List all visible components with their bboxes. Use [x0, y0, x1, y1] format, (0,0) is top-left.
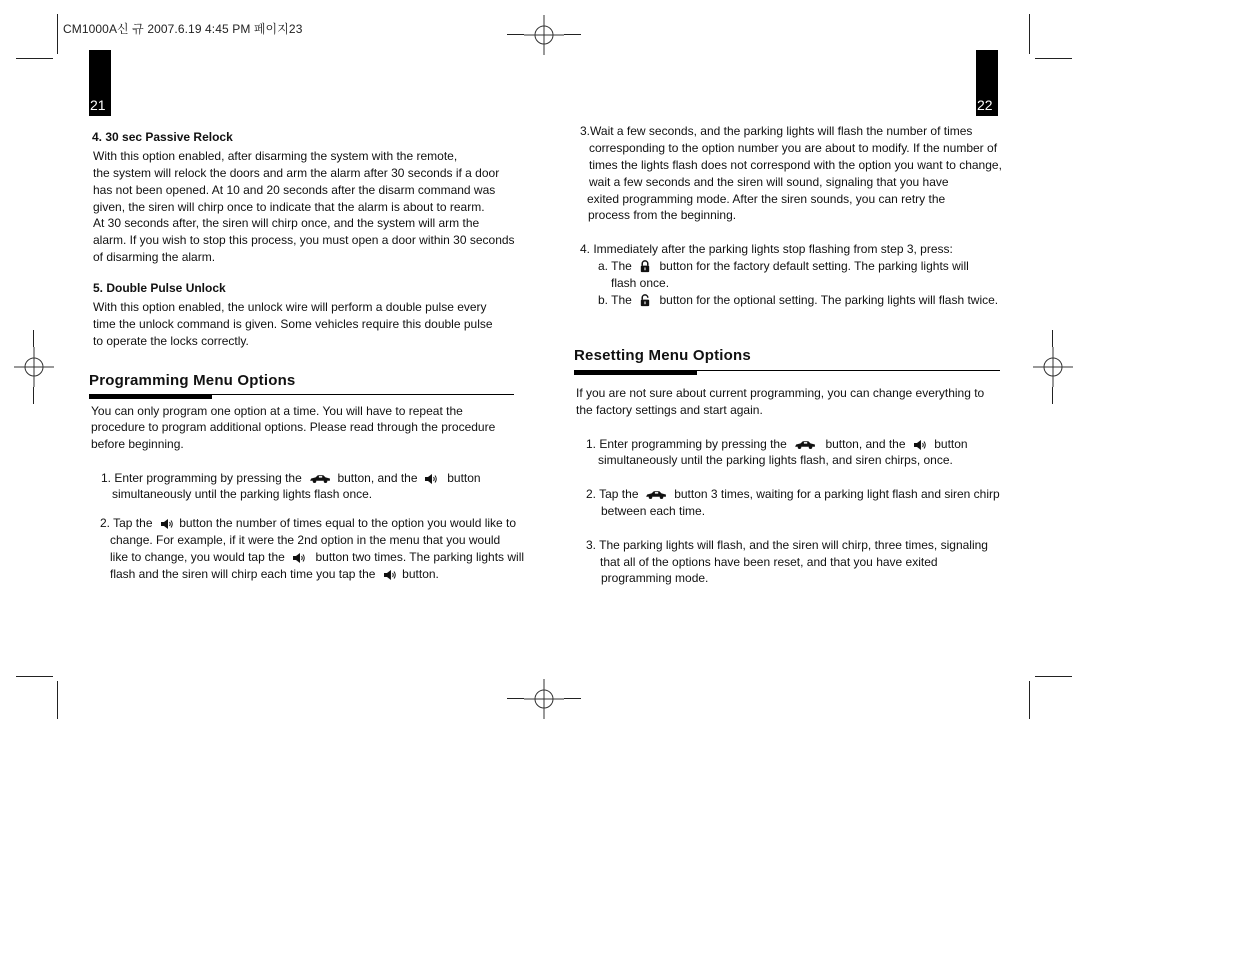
step-line: 3.Wait a few seconds, and the parking lights will flash the number of times	[580, 124, 973, 138]
step-line: simultaneously until the parking lights flash, and siren chirps, once.	[598, 453, 953, 467]
registration-line	[33, 330, 34, 347]
crop-mark	[1029, 14, 1030, 54]
heading-resetting-menu: Resetting Menu Options	[574, 347, 751, 364]
registration-line	[564, 34, 581, 35]
body-line: alarm. If you wish to stop this process, you must open a door within 30 seconds	[93, 233, 515, 247]
crop-mark	[57, 681, 58, 719]
page-number-tab-left	[89, 50, 111, 116]
step-line: a. The button for the factory default setting. The parking lights will	[598, 259, 969, 273]
registration-line	[33, 387, 34, 404]
page-number: 21	[90, 97, 106, 113]
step-line: programming mode.	[601, 571, 709, 585]
body-line: With this option enabled, after disarming the system with the remote,	[93, 149, 458, 163]
crop-mark	[57, 14, 58, 54]
step-line: 1. Enter programming by pressing the button, and the button	[586, 437, 968, 451]
step-line: 2. Tap the button 3 times, waiting for a parking light flash and siren chirp	[586, 487, 1000, 501]
step-line: simultaneously until the parking lights flash once.	[112, 487, 373, 501]
registration-line	[1052, 330, 1053, 347]
body-line: time the unlock command is given. Some vehicles require this double pulse	[93, 317, 493, 331]
registration-line	[1052, 387, 1053, 404]
heading-programming-menu: Programming Menu Options	[89, 372, 296, 389]
speaker-icon	[913, 439, 927, 451]
speaker-icon	[160, 518, 174, 530]
step-line: flash once.	[611, 276, 670, 290]
print-slug: CM1000A신 규 2007.6.19 4:45 PM 페이지23	[63, 22, 303, 36]
step-line: 3. The parking lights will flash, and the siren will chirp, three times, signaling	[586, 538, 988, 552]
speaker-icon	[292, 552, 306, 564]
step-line: wait a few seconds and the siren will sound, signaling that you have	[589, 175, 949, 189]
page-number-tab-right	[976, 50, 998, 116]
registration-mark	[524, 679, 564, 719]
registration-mark	[14, 347, 54, 387]
car-icon	[645, 489, 667, 500]
crop-mark	[16, 676, 53, 677]
step-line: change. For example, if it were the 2nd option in the menu that you would	[110, 533, 501, 547]
registration-line	[564, 698, 581, 699]
lock-icon	[639, 260, 651, 273]
step-line: like to change, you would tap the button two times. The parking lights will	[110, 550, 525, 564]
step-line: 4. Immediately after the parking lights stop flashing from step 3, press:	[580, 242, 953, 256]
registration-mark	[1033, 347, 1073, 387]
step-line: times the lights flash does not correspond with the option you want to change,	[589, 158, 1002, 172]
step-line: exited programming mode. After the siren sounds, you can retry the	[587, 192, 946, 206]
body-line: procedure to program additional options. Please read through the procedure	[91, 420, 496, 434]
body-line: At 30 seconds after, the siren will chirp once, and the system will arm the	[93, 216, 480, 230]
registration-line	[507, 34, 524, 35]
heading-rule-accent	[89, 395, 212, 399]
step-line: 2. Tap the button the number of times equal to the option you would like to	[100, 516, 517, 530]
car-icon	[794, 439, 816, 450]
registration-line	[507, 698, 524, 699]
step-line: b. The button for the optional setting. The parking lights will flash twice.	[598, 293, 999, 307]
registration-mark	[524, 15, 564, 55]
body-line: given, the siren will chirp once to indicate that the alarm is about to rearm.	[93, 200, 485, 214]
body-line: the factory settings and start again.	[576, 403, 763, 417]
speaker-icon	[383, 569, 397, 581]
body-line: of disarming the alarm.	[93, 250, 216, 264]
body-line: If you are not sure about current programming, you can change everything to	[576, 386, 985, 400]
step-line: between each time.	[601, 504, 706, 518]
speaker-icon	[424, 473, 438, 485]
step-line: process from the beginning.	[588, 208, 737, 222]
body-line: to operate the locks correctly.	[93, 334, 249, 348]
step-line: that all of the options have been reset, and that you have exited	[600, 555, 938, 569]
step-line: 1. Enter programming by pressing the button, and the button	[101, 471, 481, 485]
body-line: has not been opened. At 10 and 20 seconds after the disarm command was	[93, 183, 496, 197]
body-line: the system will relock the doors and arm the alarm after 30 seconds if a door	[93, 166, 500, 180]
crop-mark	[1029, 681, 1030, 719]
crop-mark	[1035, 676, 1072, 677]
body-line: before beginning.	[91, 437, 184, 451]
step-line: corresponding to the option number you are about to modify. If the number of	[589, 141, 998, 155]
unlock-icon	[639, 294, 651, 307]
page-number: 22	[977, 97, 993, 113]
body-line: You can only program one option at a time. You will have to repeat the	[91, 404, 463, 418]
body-line: With this option enabled, the unlock wire will perform a double pulse every	[93, 300, 487, 314]
heading-rule-accent	[574, 371, 697, 375]
section-title-double-pulse: 5. Double Pulse Unlock	[93, 281, 226, 295]
crop-mark	[16, 58, 53, 59]
step-line: flash and the siren will chirp each time you tap the button.	[110, 567, 439, 581]
section-title-passive-relock: 4. 30 sec Passive Relock	[92, 130, 233, 144]
car-icon	[309, 473, 331, 484]
crop-mark	[1035, 58, 1072, 59]
